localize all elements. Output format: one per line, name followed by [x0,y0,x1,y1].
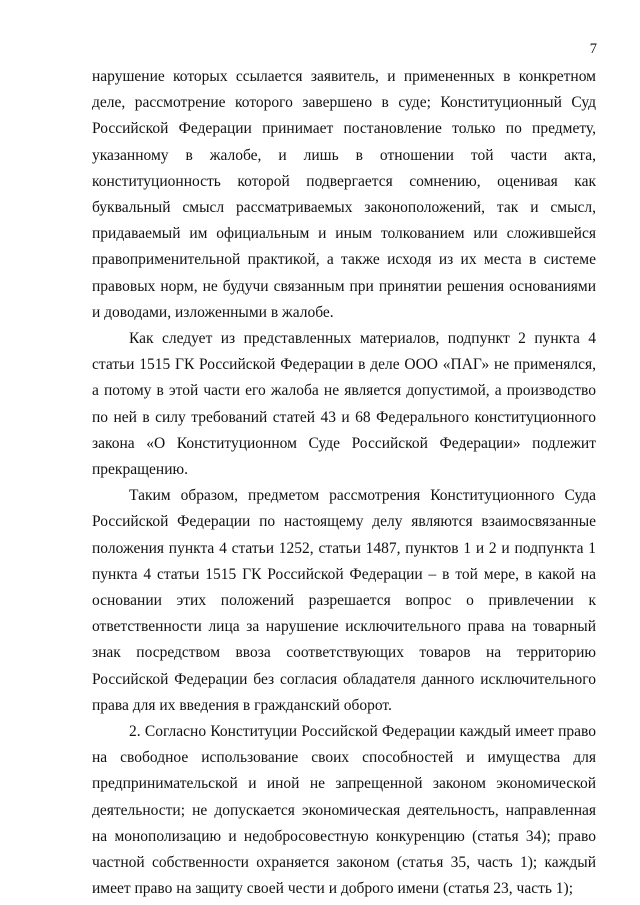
paragraph-subject-of-review: Таким образом, предметом рассмотрения Конституционного Суда Российской Федерации по настоящему делу являются взаимосвязанные положения пункта 4 статьи 1252, статьи 1487, пунктов 1 и 2 и подпункта 1 пункта 4 статьи 1515 ГК Российской Федерации – в той мере, в какой на основании этих положений разрешается вопрос о привлечении к ответственности лица за нарушение исключительного права на товарный знак посредством ввоза соответствующих товаров на территорию Российской Федерации без согласия обладателя данного исключительного права для их введения в гражданский оборот. [92,487,596,714]
document-body [92,64,596,903]
page-number: 7 [589,41,597,57]
paragraph-constitution-provisions: 2. Согласно Конституции Российской Федерации каждый имеет право на свободное использование своих способностей и имущества для предпринимательской и иной не запрещенной законом экономической деятельности; не допускается экономическая деятельность, направленная на монополизацию и недобросовестную конкуренцию (статья 34); право частной собственности охраняется законом (статья 35, часть 1); каждый имеет право на защиту своей чести и доброго имени (статья 23, часть 1); [92,723,596,898]
paragraph-admissibility: Как следует из представленных материалов, подпункт 2 пункта 4 статьи 1515 ГК Российской Федерации в деле ООО «ПАГ» не применялся, а потому в этой части его жалоба не является допустимой, а производство по ней в силу требований статей 43 и 68 Федерального конституционного закона «О Конституционном Суде Российской Федерации» подлежит прекращению. [92,330,596,479]
paragraph-continuation: нарушение которых ссылается заявитель, и примененных в конкретном деле, рассмотрение которого завершено в суде; Конституционный Суд Российской Федерации принимает постановление только по предмету, указанному в жалобе, и лишь в отношении той части акта, конституционность которой подвергается сомнению, оценивая как буквальный смысл рассматриваемых законоположений, так и смысл, придаваемый им официальным и иным толкованием или сложившейся правоприменительной практикой, а также исходя из их места в системе правовых норм, не будучи связанным при принятии решения основаниями и доводами, изложенными в жалобе. [92,68,596,321]
